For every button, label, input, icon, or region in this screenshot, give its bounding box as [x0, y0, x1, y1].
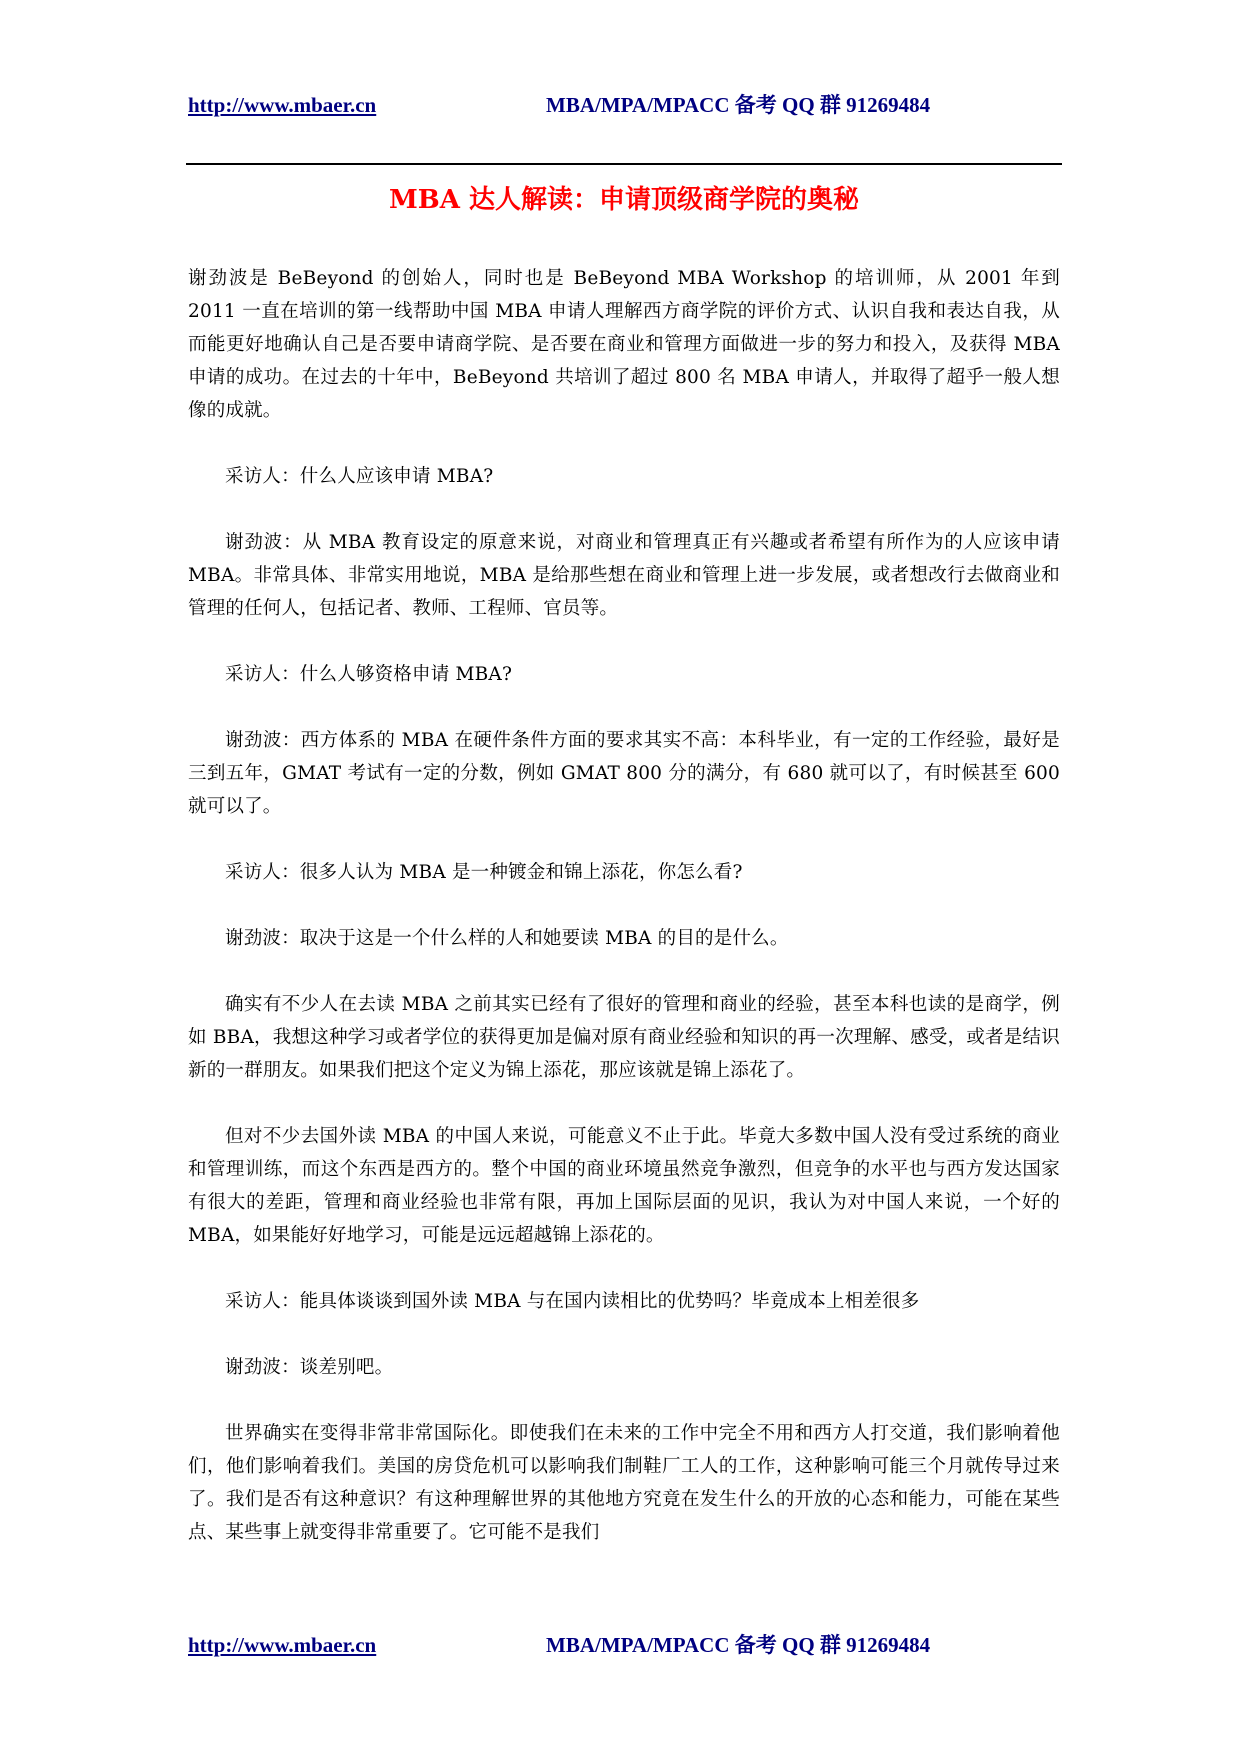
page-header	[188, 88, 1062, 122]
footer-site-link[interactable]: http://www.mbaer.cn	[188, 1633, 377, 1657]
header-divider	[186, 163, 1062, 165]
question-paragraph: 采访人：很多人认为 MBA 是一种镀金和锦上添花，你怎么看?	[225, 862, 743, 883]
article-body	[188, 262, 1060, 1549]
header-qq-group: MBA/MPA/MPACC 备考 QQ 群 91269484	[546, 93, 931, 117]
body-paragraph: 确实有不少人在去读 MBA 之前其实已经有了很好的管理和商业的经验，甚至本科也读的是商学，例如 BBA，我想这种学习或者学位的获得更加是偏对原有商业经验和知识的再一次理解、感受，或者是结识新的一群朋友。如果我们把这个定义为锦上添花，那应该就是锦上添花了。	[188, 994, 1060, 1081]
page-footer	[188, 1628, 1062, 1662]
question-paragraph: 采访人：能具体谈谈到国外读 MBA 与在国内读相比的优势吗？毕竟成本上相差很多	[225, 1291, 920, 1312]
body-paragraph: 世界确实在变得非常非常国际化。即使我们在未来的工作中完全不用和西方人打交道，我们影响着他们，他们影响着我们。美国的房贷危机可以影响我们制鞋厂工人的工作，这种影响可能三个月就传导过来了。我们是否有这种意识？有这种理解世界的其他地方究竟在发生什么的开放的心态和能力，可能在某些点、某些事上就变得非常重要了。它可能不是我们	[188, 1423, 1060, 1543]
intro-paragraph: 谢劲波是 BeBeyond 的创始人，同时也是 BeBeyond MBA Workshop 的培训师，从 2001 年到 2011 一直在培训的第一线帮助中国 MBA 申请人理解西方商学院的评价方式、认识自我和表达自我，从而能更好地确认自己是否要申请商学院、是否要在商业和管理方面做进一步的努力和投入，及获得 MBA 申请的成功。在过去的十年中，BeBeyond 共培训了超过 800 名 MBA 申请人，并取得了超乎一般人想像的成就。	[188, 268, 1060, 421]
answer-paragraph: 谢劲波：取决于这是一个什么样的人和她要读 MBA 的目的是什么。	[225, 928, 789, 949]
body-paragraph: 但对不少去国外读 MBA 的中国人来说，可能意义不止于此。毕竟大多数中国人没有受过系统的商业和管理训练，而这个东西是西方的。整个中国的商业环境虽然竞争激烈，但竞争的水平也与西方发达国家有很大的差距，管理和商业经验也非常有限，再加上国际层面的见识，我认为对中国人来说，一个好的 MBA，如果能好好地学习，可能是远远超越锦上添花的。	[188, 1126, 1060, 1246]
footer-qq-group: MBA/MPA/MPACC 备考 QQ 群 91269484	[546, 1633, 931, 1657]
question-paragraph: 采访人：什么人够资格申请 MBA?	[225, 664, 513, 685]
question-paragraph: 采访人：什么人应该申请 MBA?	[225, 466, 494, 487]
article-title: MBA 达人解读：申请顶级商学院的奥秘	[389, 185, 859, 215]
answer-paragraph: 谢劲波：谈差别吧。	[225, 1357, 394, 1378]
answer-paragraph: 谢劲波：西方体系的 MBA 在硬件条件方面的要求其实不高：本科毕业，有一定的工作经验，最好是三到五年，GMAT 考试有一定的分数，例如 GMAT 800 分的满分，有 680 就可以了，有时候甚至 600 就可以了。	[188, 730, 1060, 817]
header-site-link[interactable]: http://www.mbaer.cn	[188, 93, 377, 117]
answer-paragraph: 谢劲波：从 MBA 教育设定的原意来说，对商业和管理真正有兴趣或者希望有所作为的人应该申请 MBA。非常具体、非常实用地说，MBA 是给那些想在商业和管理上进一步发展，或者想改行去做商业和管理的任何人，包括记者、教师、工程师、官员等。	[188, 532, 1060, 619]
